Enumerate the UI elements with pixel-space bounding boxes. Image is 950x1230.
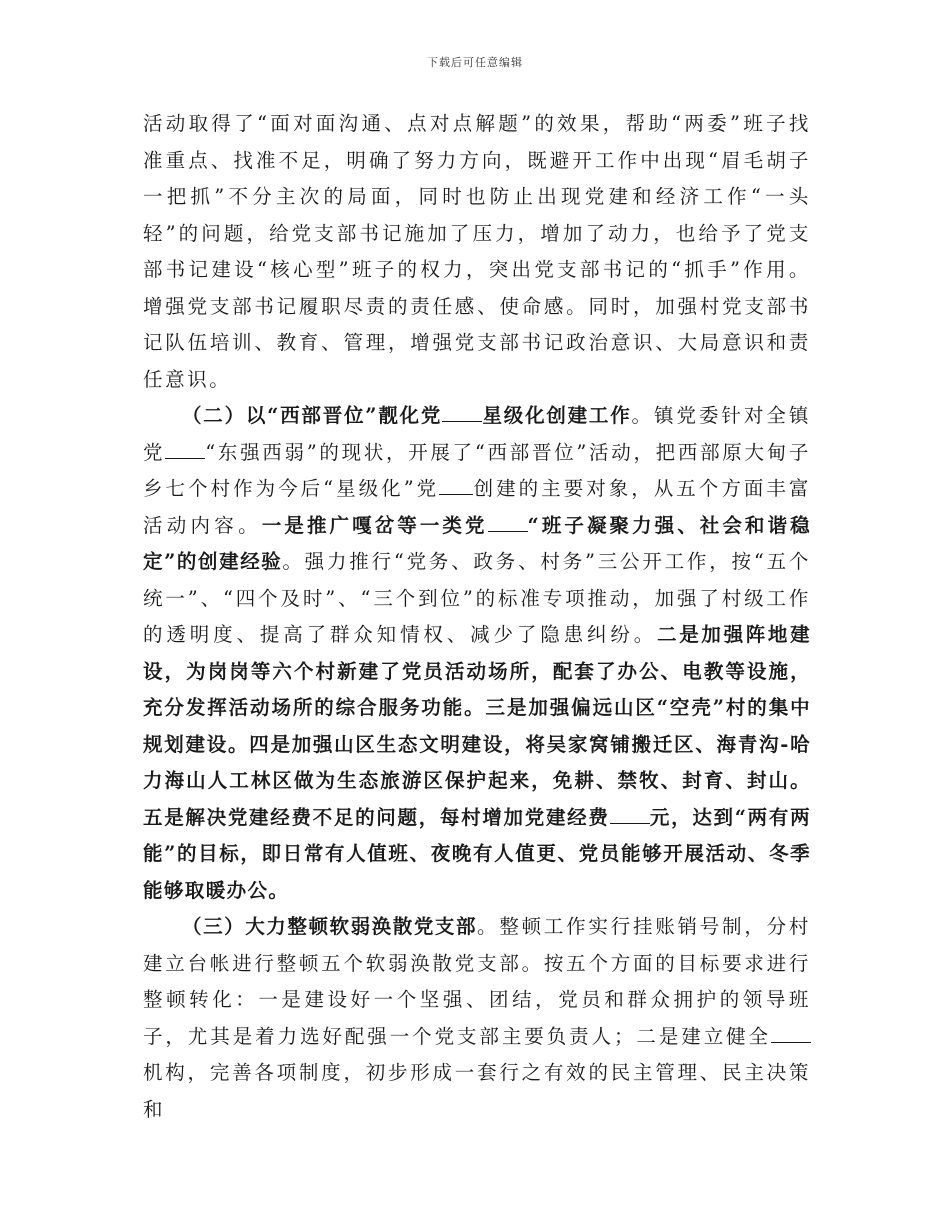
paragraph-3: [143, 909, 811, 1128]
blank-underline: [439, 474, 473, 495]
section-2-bold-3: 元，达到“两有两能”的目标，即日常有人值班、夜晚有人值更、党员能够开展活动、冬季能够取暖办公。: [143, 805, 811, 902]
section-2-text-1: 。镇党委针对全镇党: [143, 404, 811, 464]
section-3-text-2: 机构，完善各项制度，初步形成一套行之有效的民主管理、民主决策和: [143, 1061, 811, 1121]
section-2-bold-2: 二是加强阵地建设，为岗岗等六个村新建了党员活动场所，配套了办公、电教等设施，充分发挥活动场所的综合服务功能。三是加强偏远山区“空壳”村的集中规划建设。四是加强山区生态文明建设，将吴家窝铺搬迁区、海青沟-哈力海山人工林区做为生态旅游区保护起来，免耕、禁牧、封育、封山。五是解决党建经费不足的问题，每村增加党建经费: [143, 623, 811, 829]
section-2-bold-1b: “班子凝聚力强、社会和谐稳定”的创建经验: [143, 513, 811, 573]
paragraph-1: 活动取得了“面对面沟通、点对点解题”的效果，帮助“两委”班子找准重点、找准不足，明确了努力方向，既避开工作中出现“眉毛胡子一把抓”不分主次的局面，同时也防止出现党建和经济工作“一头轻”的问题，给党支部书记施加了压力，增加了动力，也给予了党支部书记建设“核心型”班子的权力，突出党支部书记的“抓手”作用。增强党支部书记履职尽责的责任感、使命感。同时，加强村党支部书记队伍培训、教育、管理，增强党支部书记政治意识、大局意识和责任意识。: [143, 112, 811, 391]
section-2-text-3: 创建的主要对象，从五个方面丰富活动内容。: [143, 477, 811, 537]
section-3-text-1: 。整顿工作实行挂账销号制，分村建立台帐进行整顿五个软弱涣散党支部。按五个方面的目标要求进行整顿转化：一是建设好一个坚强、团结，党员和群众拥护的领导班子，尤其是着力选好配强一个党支部主要负责人；二是建立健全: [143, 915, 811, 1048]
section-2-text-4: 。强力推行“党务、政务、村务”三公开工作，按“五个统一”、“四个及时”、“三个到位”的标准专项推动，加强了村级工作的透明度、提高了群众知情权、减少了隐患纠纷。: [143, 550, 811, 646]
paragraph-2: [143, 398, 811, 909]
blank-underline: [771, 1022, 811, 1043]
section-3-heading: （三）大力整顿软弱涣散党支部: [182, 915, 478, 938]
section-2-heading-b: 星级化创建工作: [482, 404, 632, 427]
blank-underline: [442, 401, 482, 422]
blank-underline: [488, 511, 528, 532]
section-2-bold-1a: 一是推广嘎岔等一类党: [261, 513, 488, 537]
document-body: [143, 106, 811, 1128]
blank-underline: [165, 438, 205, 459]
section-2-text-2: “东强西弱”的现状，开展了“西部晋位”活动，把西部原大甸子乡七个村作为今后“星级化”党: [143, 440, 811, 500]
section-2-heading-a: （二）以“西部晋位”靓化党: [182, 404, 443, 427]
page-header: 下载后可任意编辑: [427, 56, 523, 69]
blank-underline: [610, 803, 650, 824]
